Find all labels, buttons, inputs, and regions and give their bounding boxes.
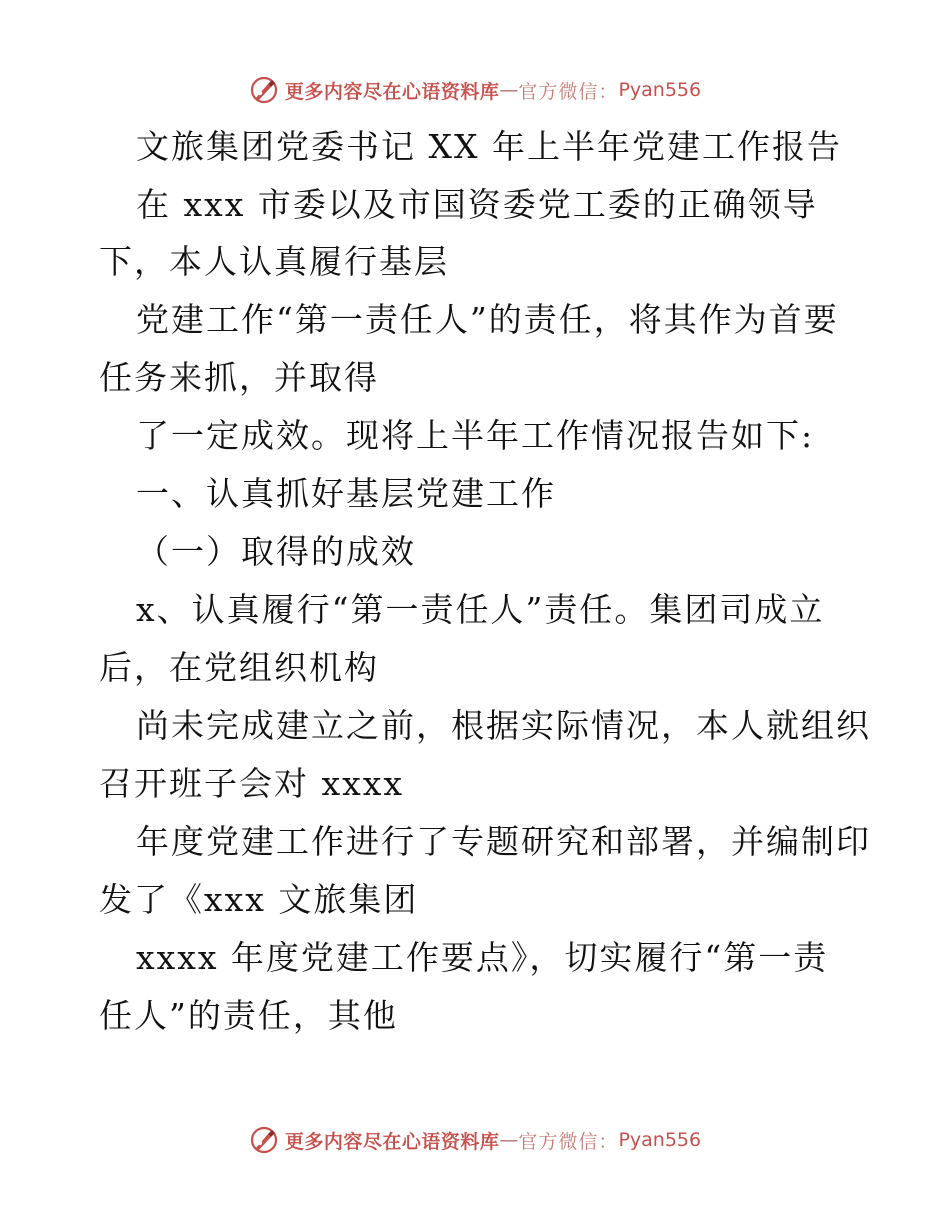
- paragraph-line: 在 xxx 市委以及市国资委党工委的正确领导: [136, 185, 818, 224]
- paragraph-line: 发了《xxx 文旅集团: [99, 880, 419, 919]
- watermark-dash: —: [499, 79, 519, 101]
- watermark-wechat-id: Pyan556: [618, 1129, 702, 1151]
- watermark-dash: —: [499, 1129, 519, 1151]
- watermark-footer: [0, 1120, 950, 1160]
- paragraph-line: 党建工作“第一责任人”的责任，将其作为首要: [136, 300, 839, 339]
- subsection-heading: （一）取得的成效: [136, 532, 416, 571]
- paragraph-line: 年度党建工作进行了专题研究和部署，并编制印: [136, 822, 871, 861]
- pen-logo-icon: [249, 75, 279, 105]
- paragraph-line: 了一定成效。现将上半年工作情况报告如下:: [136, 416, 815, 455]
- paragraph-line: 尚未完成建立之前，根据实际情况，本人就组织: [136, 706, 871, 745]
- paragraph-line: 下，本人认真履行基层: [99, 242, 449, 281]
- watermark-header: [0, 70, 950, 110]
- paragraph-line: x、认真履行“第一责任人”责任。集团司成立: [136, 590, 825, 629]
- watermark-wechat-id: Pyan556: [618, 79, 702, 101]
- paragraph-line: 召开班子会对 xxxx: [99, 764, 404, 803]
- paragraph-line: 后，在党组织机构: [99, 648, 379, 687]
- pen-logo-icon: [249, 1125, 279, 1155]
- watermark-main-text: 更多内容尽在心语资料库: [284, 1130, 500, 1153]
- watermark-official-label: 官方微信：: [518, 80, 619, 103]
- document-title: 文旅集团党委书记 XX 年上半年党建工作报告: [136, 127, 842, 166]
- watermark-main-text: 更多内容尽在心语资料库: [284, 80, 500, 103]
- paragraph-line: xxxx 年度党建工作要点》，切实履行“第一责: [136, 938, 829, 977]
- watermark-official-label: 官方微信：: [518, 1130, 619, 1153]
- paragraph-line: 任务来抓，并取得: [99, 358, 379, 397]
- section-heading: 一、认真抓好基层党建工作: [136, 474, 556, 513]
- paragraph-line: 任人”的责任，其他: [99, 996, 398, 1035]
